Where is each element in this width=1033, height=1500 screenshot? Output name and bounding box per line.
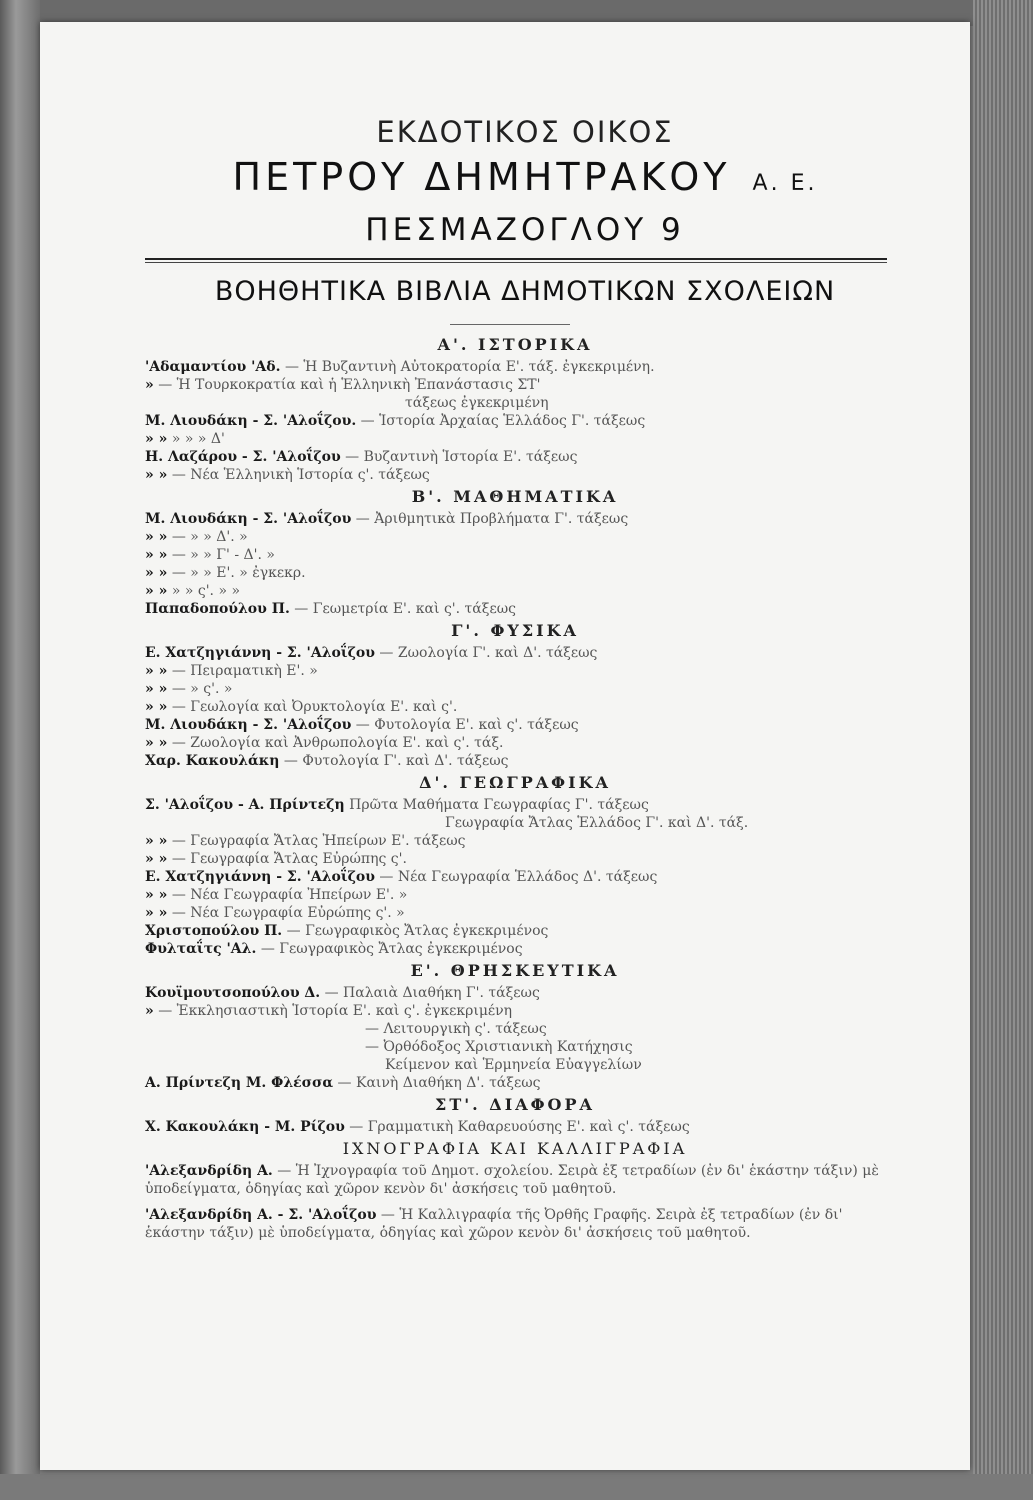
- list-item: [145, 886, 885, 904]
- entry-title: — » ς'. »: [171, 681, 233, 697]
- entry-author: Χ. Κακουλάκη - Μ. Ρίζου: [145, 1119, 345, 1135]
- entry-title: — Γεωμετρία Ε'. καὶ ς'. τάξεως: [294, 601, 516, 617]
- entry-author: » »: [145, 431, 168, 447]
- entry-author: 'Αλεξανδρίδη Α.: [145, 1163, 273, 1179]
- list-item: [145, 752, 885, 770]
- section-heading-religion: Ε'. ΘΡΗΣΚΕΥΤΙΚΑ: [410, 961, 620, 980]
- divider-thin: [145, 262, 887, 263]
- section-heading-physics: Γ'. ΦΥΣΙΚΑ: [451, 621, 579, 640]
- publisher-suffix: Α. Ε.: [752, 171, 818, 196]
- section-heading-misc: ΣΤ'. ΔΙΑΦΟΡΑ: [435, 1095, 595, 1114]
- entry-author: Μ. Λιουδάκη - Σ. 'Αλοΐζου: [145, 511, 352, 527]
- entry-title: » » ς'. » »: [171, 583, 241, 599]
- entry-author: »: [145, 1003, 154, 1019]
- entry-title: — Νέα Γεωγραφία Εὐρώπης ς'. »: [171, 905, 405, 921]
- list-item: [145, 984, 885, 1002]
- list-item: [145, 868, 885, 886]
- list-item: [145, 528, 885, 546]
- list-item: [145, 796, 885, 814]
- entry-author: Μ. Λιουδάκη - Σ. 'Αλοΐζου.: [145, 413, 357, 429]
- list-item: [145, 1038, 885, 1056]
- list-item: [145, 466, 885, 484]
- list-item: [145, 510, 885, 528]
- entry-title: — Ὀρθόδοξος Χριστιανικὴ Κατήχησις: [365, 1039, 633, 1055]
- entry-title: — Γεωλογία καὶ Ὀρυκτολογία Ε'. καὶ ς'.: [171, 699, 458, 715]
- publisher-name-text: ΠΕΤΡΟΥ ΔΗΜΗΤΡΑΚΟΥ: [232, 155, 731, 199]
- list-item: [145, 1056, 885, 1074]
- catalog-listing: [145, 332, 885, 1242]
- section-heading-math: Β'. ΜΑΘΗΜΑΤΙΚΑ: [411, 487, 619, 506]
- list-item: [145, 376, 885, 394]
- list-item: [145, 1118, 885, 1136]
- entry-title: τάξεως ἐγκεκριμένη: [405, 395, 549, 411]
- list-item: [145, 546, 885, 564]
- page-content-area: [145, 22, 905, 1470]
- entry-title: — Ἀριθμητικὰ Προβλήματα Γ'. τάξεως: [355, 511, 629, 527]
- list-item: [145, 394, 885, 412]
- list-item: [145, 644, 885, 662]
- entry-title: — Λειτουργικὴ ς'. τάξεως: [365, 1021, 547, 1037]
- list-item: [145, 698, 885, 716]
- list-item: [145, 734, 885, 752]
- entry-title: — Γεωγραφικὸς Ἄτλας ἐγκεκριμένος: [260, 941, 523, 957]
- entry-title: — Ἡ Βυζαντινὴ Αὐτοκρατορία Ε'. τάξ. ἐγκεκριμένη.: [284, 359, 655, 375]
- publisher-label: ΕΚΔΟΤΙΚΟΣ ΟΙΚΟΣ: [376, 115, 674, 149]
- entry-author: » »: [145, 547, 168, 563]
- entry-title: — Νέα Γεωγραφία Ἠπείρων Ε'. »: [171, 887, 408, 903]
- entry-author: » »: [145, 663, 168, 679]
- entry-author: » »: [145, 565, 168, 581]
- entry-title: — » » Δ'. »: [171, 529, 248, 545]
- entry-title: — Ζωολογία Γ'. καὶ Δ'. τάξεως: [379, 645, 598, 661]
- book-edge-bottom: [0, 1474, 1033, 1500]
- entry-author: Κουϊμουτσοπούλου Δ.: [145, 985, 321, 1001]
- entry-author: » »: [145, 735, 168, 751]
- entry-title: — Ἐκκλησιαστικὴ Ἱστορία Ε'. καὶ ς'. ἐγκεκριμένη: [158, 1003, 513, 1019]
- list-item: [145, 448, 885, 466]
- entry-author: Χαρ. Κακουλάκη: [145, 753, 280, 769]
- entry-title: — Ἡ Καλλιγραφία τῆς Ὀρθῆς Γραφῆς. Σειρὰ ἐξ τετραδίων (ἐν δι' ἑκάστην τάξιν) μὲ ὑποδείγματα, ὁδηγίας καὶ χῶρον κενὸν δι' ἀσκήσεις τοῦ μαθητοῦ.: [145, 1207, 843, 1241]
- entry-title: — Νέα Ἑλληνικὴ Ἱστορία ς'. τάξεως: [171, 467, 430, 483]
- list-item: [145, 412, 885, 430]
- entry-author: » »: [145, 699, 168, 715]
- list-item: [145, 904, 885, 922]
- entry-author: Σ. 'Αλοΐζου - Α. Πρίντεζη: [145, 797, 345, 813]
- list-item: [145, 850, 885, 868]
- entry-title: — Καινὴ Διαθήκη Δ'. τάξεως: [337, 1075, 541, 1091]
- list-item: [145, 1020, 885, 1038]
- entry-title: — Φυτολογία Ε'. καὶ ς'. τάξεως: [355, 717, 579, 733]
- entry-author: Ε. Χατζηγιάννη - Σ. 'Αλοΐζου: [145, 869, 375, 885]
- book-edge-left: [0, 0, 40, 1500]
- title-underline: [450, 324, 570, 325]
- entry-author: »: [145, 377, 154, 393]
- list-item: [145, 716, 885, 734]
- entry-author: 'Αδαμαντίου 'Αδ.: [145, 359, 281, 375]
- list-item: [145, 940, 885, 958]
- divider-thick: [145, 258, 887, 260]
- catalog-title: ΒΟΗΘΗΤΙΚΑ ΒΙΒΛΙΑ ΔΗΜΟΤΙΚΩΝ ΣΧΟΛΕΙΩΝ: [214, 276, 836, 307]
- entry-author: » »: [145, 905, 168, 921]
- entry-title: — Φυτολογία Γ'. καὶ Δ'. τάξεως: [283, 753, 509, 769]
- entry-title: — Πειραματικὴ Ε'. »: [171, 663, 318, 679]
- entry-author: » »: [145, 529, 168, 545]
- entry-author: Ε. Χατζηγιάννη - Σ. 'Αλοΐζου: [145, 645, 375, 661]
- list-item: [145, 1074, 885, 1092]
- entry-author: » »: [145, 887, 168, 903]
- entry-author: Χριστοπούλου Π.: [145, 923, 283, 939]
- list-item: [145, 680, 885, 698]
- list-item: [145, 832, 885, 850]
- section-heading-geography: Δ'. ΓΕΩΓΡΑΦΙΚΑ: [419, 773, 611, 792]
- entry-title: — Νέα Γεωγραφία Ἑλλάδος Δ'. τάξεως: [379, 869, 658, 885]
- entry-title: » » » Δ': [171, 431, 225, 447]
- entry-author: » »: [145, 467, 168, 483]
- list-item: [145, 922, 885, 940]
- section-heading-drawing: ΙΧΝΟΓΡΑΦΙΑ ΚΑΙ ΚΑΛΛΙΓΡΑΦΙΑ: [342, 1139, 688, 1158]
- entry-author: » »: [145, 681, 168, 697]
- entry-title: — Γεωγραφία Ἄτλας Ἠπείρων Ε'. τάξεως: [171, 833, 466, 849]
- entry-author: Παπαδοπούλου Π.: [145, 601, 290, 617]
- book-spine-cloth: [973, 0, 1033, 1500]
- list-item: [145, 564, 885, 582]
- entry-title: — » » Ε'. » ἐγκεκρ.: [171, 565, 306, 581]
- entry-title: — » » Γ' - Δ'. »: [171, 547, 275, 563]
- entry-title: — Ἱστορία Ἀρχαίας Ἑλλάδος Γ'. τάξεως: [360, 413, 646, 429]
- publisher-name: [145, 155, 905, 199]
- entry-title: — Γεωγραφικὸς Ἄτλας ἐγκεκριμένος: [286, 923, 549, 939]
- catalog-page: [40, 22, 970, 1470]
- entry-title: — Γραμματικὴ Καθαρευούσης Ε'. καὶ ς'. τάξεως: [349, 1119, 690, 1135]
- entry-title: — Παλαιὰ Διαθήκη Γ'. τάξεως: [324, 985, 540, 1001]
- publisher-address: ΠΕΣΜΑΖΟΓΛΟΥ 9: [365, 212, 685, 248]
- list-item: [145, 662, 885, 680]
- entry-title: Κείμενον καὶ Ἑρμηνεία Εὐαγγελίων: [385, 1057, 642, 1073]
- section-heading-history: Α'. ΙΣΤΟΡΙΚΑ: [437, 335, 593, 354]
- entry-author: » »: [145, 833, 168, 849]
- entry-author: Φυλταΐτς 'Αλ.: [145, 941, 257, 957]
- entry-title: — Γεωγραφία Ἄτλας Εὐρώπης ς'.: [171, 851, 407, 867]
- entry-author: Η. Λαζάρου - Σ. 'Αλοΐζου: [145, 449, 341, 465]
- entry-title: — Βυζαντινὴ Ἱστορία Ε'. τάξεως: [345, 449, 578, 465]
- list-item: [145, 430, 885, 448]
- list-item: [145, 600, 885, 618]
- entry-author: Α. Πρίντεζη Μ. Φλέσσα: [145, 1075, 334, 1091]
- entry-author: » »: [145, 583, 168, 599]
- entry-author: Μ. Λιουδάκη - Σ. 'Αλοΐζου: [145, 717, 352, 733]
- entry-author: 'Αλεξανδρίδη Α. - Σ. 'Αλοΐζου: [145, 1207, 377, 1223]
- list-item: [145, 1206, 885, 1242]
- entry-title: — Ἡ Ἰχνογραφία τοῦ Δημοτ. σχολείου. Σειρὰ ἐξ τετραδίων (ἐν δι' ἑκάστην τάξιν) μὲ ὑποδείγματα, ὁδηγίας καὶ χῶρον κενὸν δι' ἀσκήσεις τοῦ μαθητοῦ.: [145, 1163, 879, 1197]
- list-item: [145, 1002, 885, 1020]
- entry-title: — Ζωολογία καὶ Ἀνθρωπολογία Ε'. καὶ ς'. τάξ.: [171, 735, 504, 751]
- entry-title: — Ἡ Τουρκοκρατία καὶ ἡ Ἑλληνικὴ Ἐπανάστασις ΣΤ': [158, 377, 541, 393]
- entry-title: Γεωγραφία Ἄτλας Ἑλλάδος Γ'. καὶ Δ'. τάξ.: [445, 815, 749, 831]
- entry-title: Πρῶτα Μαθήματα Γεωγραφίας Γ'. τάξεως: [349, 797, 649, 813]
- list-item: [145, 358, 885, 376]
- list-item: [145, 814, 885, 832]
- list-item: [145, 582, 885, 600]
- list-item: [145, 1162, 885, 1198]
- entry-author: » »: [145, 851, 168, 867]
